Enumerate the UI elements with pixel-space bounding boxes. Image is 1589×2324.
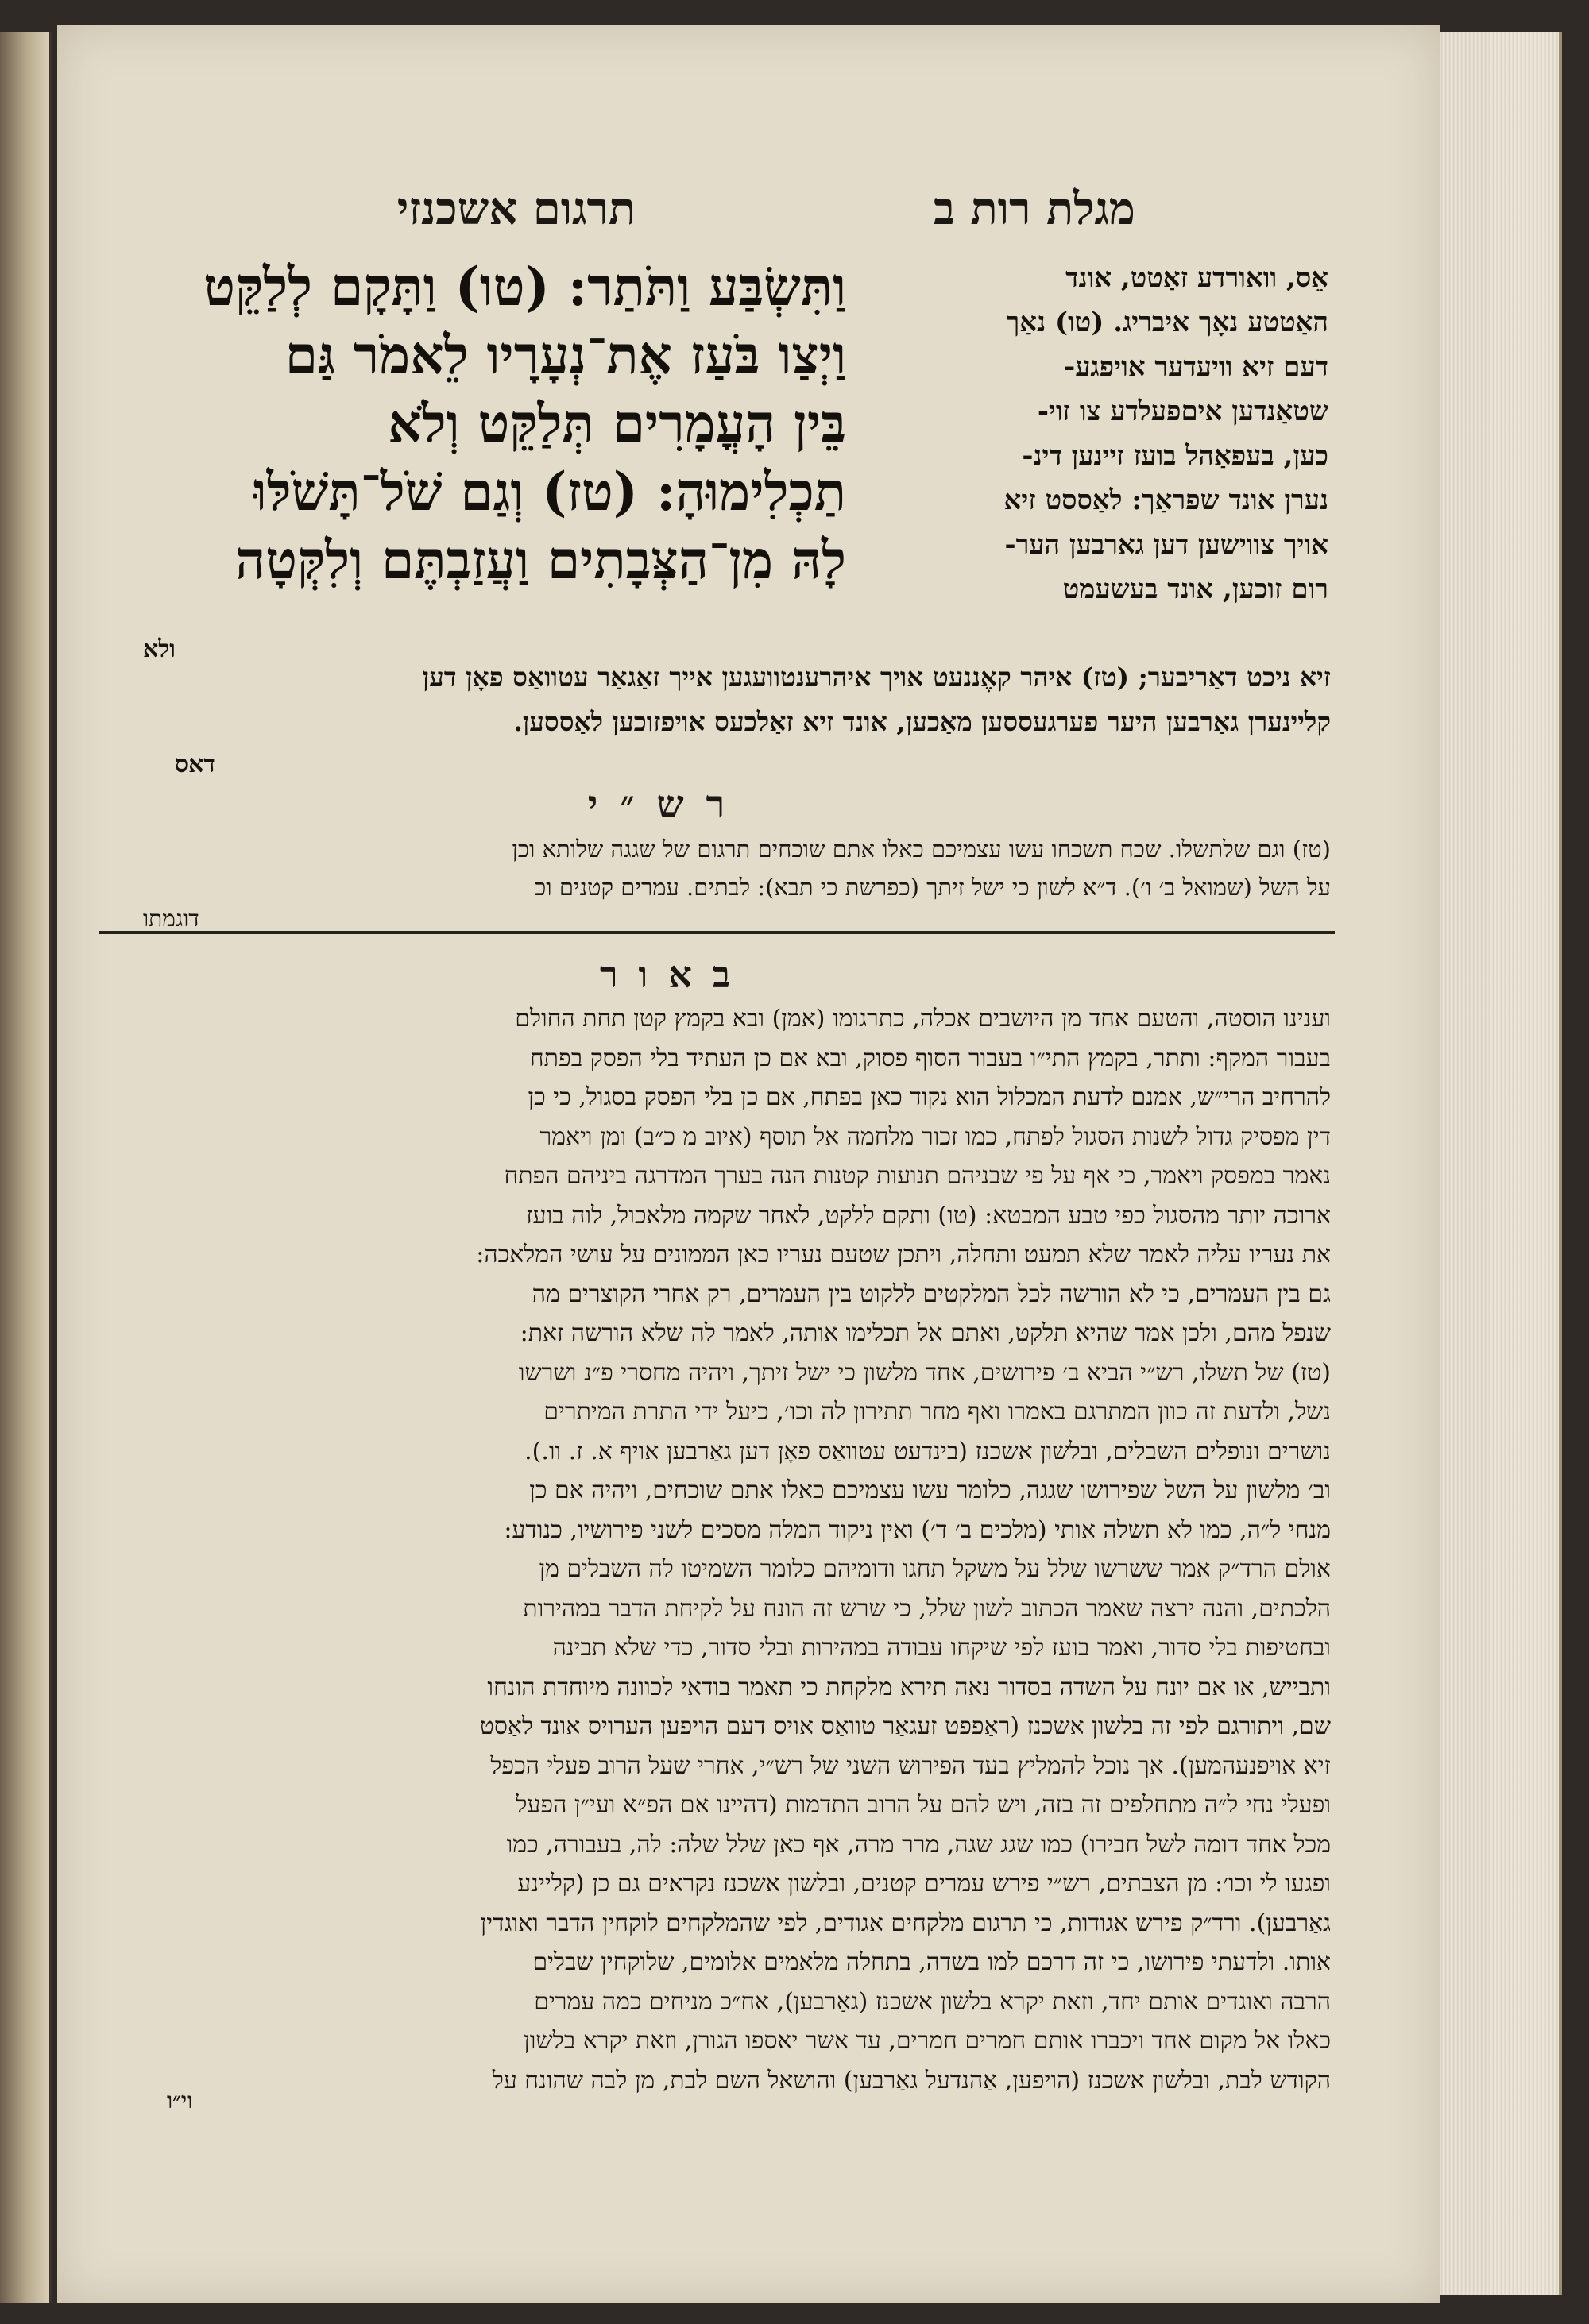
biur-line: זיא אויפנעהמען). אך נוכל להמליץ בעד הפירוש השני של רש״י, אחרי שעל הרוב פעלי הכפל — [490, 1751, 1331, 1780]
translation-line: נערן אונד שפראַך: לאַססט זיא — [1003, 484, 1328, 516]
biur-line: ופעלי נחי ל״ה מתחלפים זה בזה, ויש להם על הרוב התדמות (דהיינו אם הפ״א ועי״ן הפעל — [516, 1791, 1331, 1819]
biur-commentary — [103, 999, 1331, 2100]
biblical-text-block — [95, 253, 846, 594]
section-divider — [99, 931, 1335, 934]
rashi-commentary — [103, 830, 1331, 906]
translation-line: כען, בעפאַהל בועז זיינען דינ- — [1022, 440, 1328, 472]
biur-line: וב׳ מלשון על השל שפירושו שגגה, כלומר עשו עצמיכם כאלו אתם שוכחים, ויהיה אם כן — [529, 1477, 1331, 1504]
biur-line: ופגעו לי וכו׳: מן הצבתים, רש״י פירש עמרים קטנים, ובלשון אשכנז נקראים גם כן (קליינע — [517, 1870, 1331, 1897]
biur-line: נושרים ונופלים השבלים, ובלשון אשכנז (בינדעט עטוואַס פאָן דען גאַרבען אויף א. ז. וו.). — [524, 1437, 1331, 1465]
biblical-line: וַתִּשְׂבַּע וַתֹּתַר: (טו) וַתָּקָם לְלַקֵּט — [203, 256, 846, 318]
biur-line: ותבייש, או אם יונח על השדה בסדור נאה תירא מלקחת כי תאמר בודאי לכוונה מיוחדת הונחו — [487, 1673, 1331, 1701]
biur-line: דין מפסיק גדול לשנות הסגול לפתח, כמו זכור מלחמה אל תוסף (איוב מ כ״ב) ומן ויאמר — [539, 1122, 1331, 1151]
biur-line: ובחטיפות בלי סדור, ואמר בועז לפי שיקחו עבודה במהירות ובלי סדור, כדי שלא תבינה — [552, 1634, 1331, 1662]
biur-line: הקודש לבת, ובלשון אשכנז (הויפען, אַהנדעל גאַרבען) והושאל השם לבת, מן לבה שהונח על — [492, 2066, 1331, 2094]
translation-line: שטאַנדען איםפעלדע צו זוי- — [1037, 396, 1328, 427]
biur-line: הרבה ואוגדים אותם יחד, וזאת יקרא בלשון אשכנז (גאַרבען), אח״כ מניחים כמה עמרים — [534, 1987, 1331, 2016]
biblical-line: לָהּ מִן־הַצְּבָתִים וַעֲזַבְתֶּם וְלִקְּטָה — [235, 529, 846, 591]
rashi-heading: רש״י — [587, 782, 748, 827]
biur-line: אולם הרד״ק אמר ששרשו שלל על משקל תחגו ודומיהם כלומר השמיטו לה השבלים מן — [539, 1555, 1331, 1583]
biur-line: בעבור המקף: ותתר, בקמץ התי״ו בעבור הסוף פסוק, ובא אם כן העתיד בלי הפסק בפתח — [529, 1044, 1331, 1072]
biblical-line: בֵּין הָעֳמָרִים תְּלַקֵּט וְלֹא — [388, 392, 846, 454]
page-stack-edge — [1440, 32, 1562, 2295]
biur-line: גאַרבען). ורד״ק פירש אגודות, כי תרגום מלקחים אגודים, לפי שהמלקחים לוקחין הדבר ואוגדין — [480, 1909, 1331, 1937]
catchword-das: דאס — [175, 751, 215, 778]
biur-line: את נעריו עליה לאמר שלא תמעט ותחלה, ויתכן שטעם נעריו כאן הממונים על עושי המלאכה: — [476, 1241, 1331, 1268]
biur-line: להרחיב הרי״ש, אמנם לדעת המכלול הוא נקוד כאן בפתח, אם כן בלי הפסק בסגול, כי כן — [528, 1083, 1331, 1111]
biur-line: כאלו אל מקום אחד ויכברו אותם חמרים חמרים, עד אשר יאספו הגורן, וזאת יקרא בלשון — [524, 2027, 1331, 2055]
translation-line: אֵס, וואורדע זאַטט, אונד — [1065, 262, 1328, 294]
left-page-edge — [0, 32, 52, 2303]
translation-line: רום זוכען, אונד בעשעמט — [1062, 573, 1328, 605]
translation-column — [852, 256, 1328, 612]
rashi-line: (טז) וגם שלתשלו. שכח תשכחו עשו עצמיכם כאלו אתם שוכחים תרגום של שגגה שלותא וכן — [512, 836, 1331, 863]
translation-column-heading: תרגום אשכנזי — [396, 183, 636, 235]
biur-line: מנחי ל״ה, כמו לא תשלה אותי (מלכים ב׳ ד׳) ואין ניקוד המלה מסכים לשני פירושיו, כנודע: — [504, 1515, 1331, 1544]
biur-line: נשל, ולדעת זה כוון המתרגם באמרו ואף מחר תתירון לה וכו׳, כיעל ידי התרת המיתרים — [543, 1398, 1331, 1426]
biur-line: גם בין העמרים, כי לא הורשה לכל המלקטים ללקוט בין העמרים, רק אחרי הקוצרים מה — [532, 1280, 1331, 1308]
rashi-line: על השל (שמואל ב׳ ו׳). ד״א לשון כי ישל זיתך (כפרשת כי תבא): לבתים. עמרים קטנים וכ — [535, 874, 1331, 901]
translation-line: דעם זיא וויעדער אויפגע- — [1064, 351, 1328, 383]
biur-line: הלכתים, והנה ירצה שאמר הכתוב לשון שלל, כי שרש זה הונח על לקיחת הדבר במהירות — [523, 1594, 1331, 1623]
biur-heading: באור — [599, 953, 752, 996]
translation-line: האַטטע נאָך איבריג. (טו) נאַך — [1006, 307, 1328, 338]
biur-line: שם, ויתורגם לפי זה בלשון אשכנז (ראַפפט זעגאַר טוואַס אויס דעם הויפען הערויס אונד לאַסט — [479, 1712, 1331, 1740]
book-chapter-heading: מגלת רות ב — [934, 183, 1135, 235]
biblical-line: וַיְצַו בֹּעַז אֶת־נְעָרָיו לֵאמֹר גַּם — [284, 324, 846, 386]
biur-catchword: וי״ו — [167, 2087, 193, 2114]
biblical-line: תַכְלִימוּהָ: (טז) וְגַם שֹׁל־תָּשֹׁלּוּ — [253, 461, 846, 523]
biur-line: (טז) של תשלו, רש״י הביא ב׳ פירושים, אחד מלשון כי ישל זיתך, ויהיה מחסרי פ״נ ושרשו — [518, 1358, 1331, 1387]
translation-full-line: קליינערן גאַרבען היער פערגעססען מאַכען, אונד זיא זאַלכעס אויפזוכען לאַססען. — [513, 706, 1331, 737]
rashi-catchword: דוגמתו — [143, 905, 199, 932]
biur-line: וענינו הוסטה, והטעם אחד מן היושבים אכלה, כתרגומו (אמן) ובא בקמץ קטן תחת החולם — [515, 1005, 1331, 1033]
biur-line: אותו. ולדעתי פירושו, כי זה דרכם למו בשדה, בתחלה מלאמים אלומים, שלוקחין שבלים — [532, 1948, 1331, 1976]
translation-full-width — [95, 655, 1331, 744]
biur-line: ארוכה יותר מהסגול כפי טבע המבטא: (טו) ותקם ללקט, לאחר שקמה מלאכול, לוה בועז — [526, 1201, 1331, 1230]
translation-full-line: זיא ניכט דאַריבער; (טז) איהר קאֶננעט אויך איהרענטוועגען אייך זאַגאַר עטוואַס פאָן דען — [422, 662, 1331, 693]
translation-line: אויך צווישען דען גארבען הער- — [1004, 529, 1328, 561]
catchword-vela: ולא — [143, 635, 176, 663]
biur-line: שנפל מהם, ולכן אמר שהיא תלקט, ואתם אל תכלימו אותה, לאמר לה שלא הורשה זאת: — [520, 1319, 1331, 1347]
biur-line: נאמר במפסק ויאמר, כי אף על פי שבניהם תנועות קטנות הנה בערך המדרגה ביניהם הפתח — [504, 1162, 1331, 1190]
biur-line: מכל אחד דומה לשל חבירו) כמו שגג שגה, מרר מרה, אף כאן שלל שלה: לה, בעבורה, כמו — [506, 1830, 1331, 1859]
